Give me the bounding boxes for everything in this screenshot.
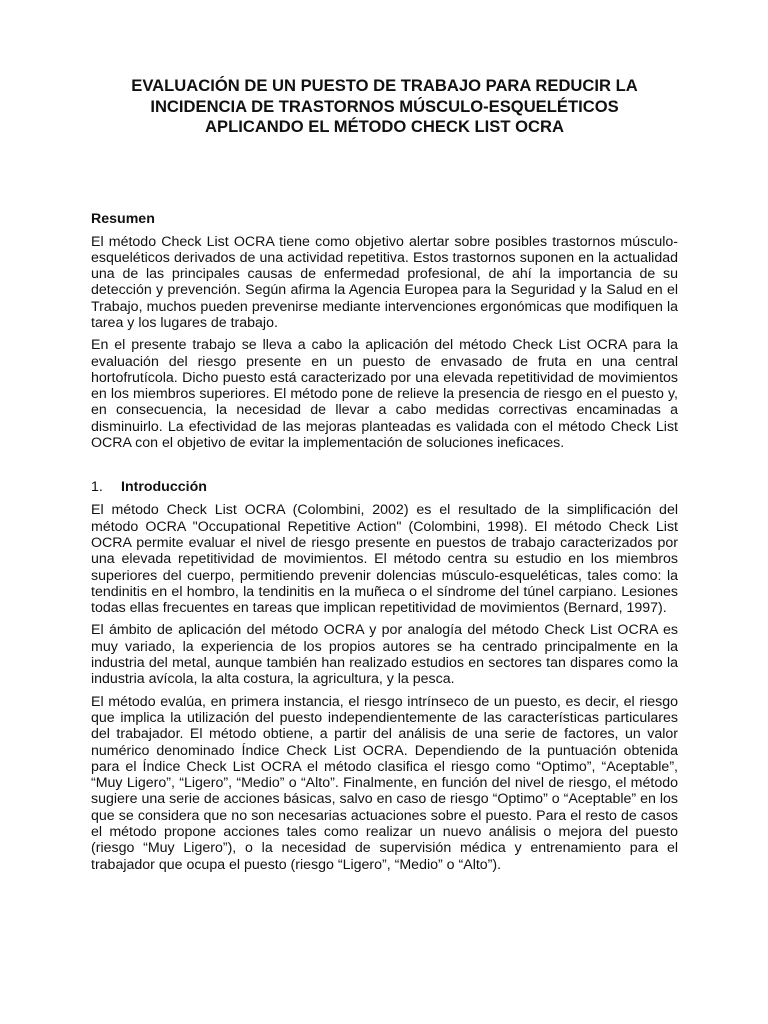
document-title bbox=[91, 76, 678, 138]
introduccion-paragraph: El método Check List OCRA (Colombini, 2002) es el resultado de la simplificación del método OCRA "Occupational Repetitive Action" (Colombini, 1998). El método Check List OCRA permite evaluar el nivel de riesgo presente en puestos de trabajo caracterizados por una elevada repetitividad de movimientos. El método centra su estudio en los miembros superiores del cuerpo, permitiendo prevenir dolencias músculo-esqueléticas, tales como: la tendinitis en el hombro, la tendinitis en la muñeca o el síndrome del túnel carpiano. Lesiones todas ellas frecuentes en tareas que implican repetitividad de movimientos (Bernard, 1997). bbox=[91, 502, 678, 617]
introduccion-paragraph: El ámbito de aplicación del método OCRA y por analogía del método Check List OCRA es muy variado, la experiencia de los propios autores se ha centrado principalmente en la industria del metal, aunque también han realizado estudios en sectores tan dispares como la industria avícola, la alta costura, la agricultura, y la pesca. bbox=[91, 622, 678, 688]
introduccion-heading bbox=[91, 479, 678, 496]
resumen-heading: Resumen bbox=[91, 210, 155, 227]
title-line: APLICANDO EL MÉTODO CHECK LIST OCRA bbox=[205, 117, 564, 136]
title-line: EVALUACIÓN DE UN PUESTO DE TRABAJO PARA REDUCIR LA bbox=[131, 76, 638, 95]
section-title: Introducción bbox=[121, 479, 207, 496]
resumen-paragraph: El método Check List OCRA tiene como objetivo alertar sobre posibles trastornos músculo-esqueléticos derivados de una actividad repetitiva. Estos trastornos suponen en la actualidad una de las principales causas de enfermedad profesional, de ahí la importancia de su detección y prevención. Según afirma la Agencia Europea para la Seguridad y la Salud en el Trabajo, muchos pueden prevenirse mediante intervenciones ergonómicas que modifiquen la tarea y los lugares de trabajo. bbox=[91, 233, 678, 331]
section-number: 1. bbox=[91, 479, 103, 496]
introduccion-paragraph: El método evalúa, en primera instancia, el riesgo intrínseco de un puesto, es decir, el riesgo que implica la utilización del puesto independientemente de las características particulares del trabajador. El método obtiene, a partir del análisis de una serie de factores, un valor numérico denominado Índice Check List OCRA. Dependiendo de la puntuación obtenida para el Índice Check List OCRA el método clasifica el riesgo como “Optimo”, “Aceptable”, “Muy Ligero”, “Ligero”, “Medio” o “Alto”. Finalmente, en función del nivel de riesgo, el método sugiere una serie de acciones básicas, salvo en caso de riesgo “Optimo” o “Aceptable” en los que se considera que no son necesarias actuaciones sobre el puesto. Para el resto de casos el método propone acciones tales como realizar un nuevo análisis o mejora del puesto (riesgo “Muy Ligero”), o la necesidad de supervisión médica y entrenamiento para el trabajador que ocupa el puesto (riesgo “Ligero”, “Medio” o “Alto”). bbox=[91, 693, 678, 873]
resumen-paragraph: En el presente trabajo se lleva a cabo la aplicación del método Check List OCRA para la evaluación del riesgo presente en un puesto de envasado de fruta en una central hortofrutícola. Dicho puesto está caracterizado por una elevada repetitividad de movimientos en los miembros superiores. El método pone de relieve la presencia de riesgo en el puesto y, en consecuencia, la necesidad de llevar a cabo medidas correctivas encaminadas a disminuirlo. La efectividad de las mejoras planteadas es validada con el método Check List OCRA con el objetivo de evitar la implementación de soluciones ineficaces. bbox=[91, 337, 678, 452]
title-line: INCIDENCIA DE TRASTORNOS MÚSCULO-ESQUELÉTICOS bbox=[150, 96, 619, 116]
document-page bbox=[91, 76, 678, 879]
